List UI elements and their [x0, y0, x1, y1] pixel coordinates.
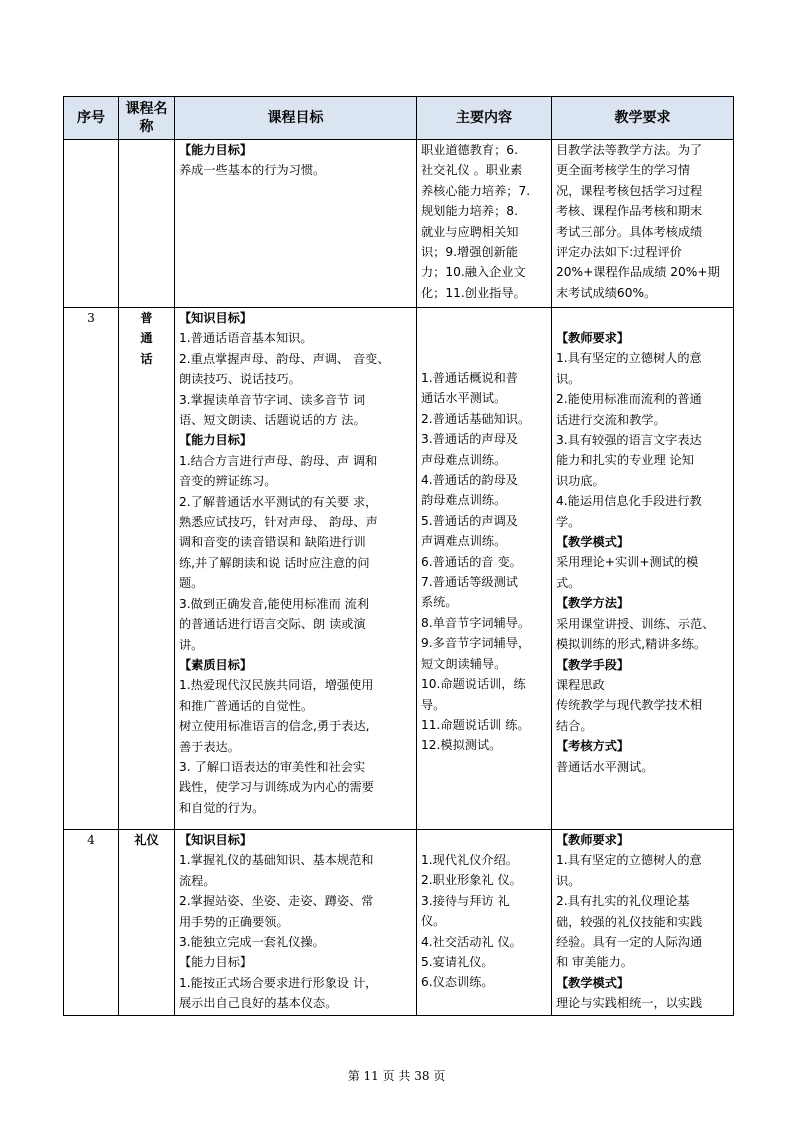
- text-line: 力；10.融入企业文: [421, 265, 526, 280]
- text-line: 识功底。: [556, 473, 605, 488]
- section-heading: 【能力目标】: [179, 433, 253, 448]
- goal-cell: [175, 830, 417, 1016]
- content-cell: [417, 308, 552, 830]
- header-main-content: 主要内容: [417, 97, 552, 140]
- text-line: 2.具有扎实的礼仪理论基: [556, 894, 690, 909]
- section-heading: 【教学方法】: [556, 596, 630, 611]
- table-row: [64, 830, 734, 1016]
- course-table: [63, 96, 734, 1016]
- text-line: 树立使用标准语言的信念,勇于表达,: [179, 719, 370, 734]
- text-line: 普通话水平测试。: [556, 759, 654, 774]
- section-heading: 【教师要求】: [556, 331, 630, 345]
- section-heading: 【教学模式】: [556, 535, 630, 550]
- goal-cell: [175, 140, 417, 308]
- text-line: 2.掌握站姿、坐姿、走姿、蹲姿、常: [179, 894, 374, 909]
- seq-cell: 3: [64, 308, 119, 830]
- text-line: 1.热爱现代汉民族共同语，增强使用: [179, 678, 374, 693]
- text-line: 20%+课程作品成绩 20%+期: [556, 265, 720, 280]
- text-line: 学。: [556, 514, 581, 529]
- section-heading: 【考核方式】: [556, 739, 630, 754]
- text-line: 2.普通话基础知识。: [421, 411, 531, 426]
- text-line: 养核心能力培养；7.: [421, 183, 531, 198]
- text-line: 和自觉的行为。: [179, 800, 265, 815]
- text-line: 和 审美能力。: [556, 955, 633, 970]
- content-cell: [417, 830, 552, 1016]
- header-course-name: 课程名称: [119, 97, 175, 140]
- table-row: [64, 140, 734, 308]
- text-line: 系统。: [421, 595, 458, 610]
- text-line: 2.重点掌握声母、韵母、声调、 音变、: [179, 351, 390, 366]
- text-line: 2.职业形象礼 仪。: [421, 873, 522, 888]
- text-line: 目教学法等教学方法。为了: [556, 143, 703, 157]
- text-line: 3.普通话的声母及: [421, 432, 518, 447]
- text-line: 韵母难点训练。: [421, 493, 507, 508]
- text-line: 10.命题说话训，练: [421, 677, 526, 692]
- text-line: 况，课程考核包括学习过程: [556, 183, 703, 198]
- text-line: 3.能独立完成一套礼仪操。: [179, 935, 325, 950]
- text-line: 3.掌握读单音节字词、读多音节 词: [179, 392, 366, 407]
- section-heading: 【知识目标】: [179, 311, 253, 325]
- text-line: 理论与实践相统一，以实践: [556, 996, 703, 1011]
- text-line: 【能力目标】: [179, 955, 253, 970]
- text-line: 通话水平测试。: [421, 391, 507, 406]
- text-line: 4.普通话的韵母及: [421, 473, 518, 488]
- text-line: 展示出自己良好的基本仪态。: [179, 996, 338, 1011]
- table-row: [64, 308, 734, 830]
- text-line: 3. 了解口语表达的审美性和社会实: [179, 759, 366, 774]
- text-line: 12.模拟测试。: [421, 738, 502, 753]
- text-line: 职业道德教育；6.: [421, 143, 518, 157]
- text-line: 5.普通话的声调及: [421, 513, 518, 528]
- text-line: 朗读技巧、说话技巧。: [179, 372, 301, 387]
- text-line: 1.具有坚定的立德树人的意: [556, 351, 702, 366]
- text-line: 讲。: [179, 637, 204, 652]
- goal-cell: [175, 308, 417, 830]
- text-line: 8.单音节字词辅导。: [421, 615, 531, 630]
- text-line: 采用理论+实训+测试的模: [556, 555, 699, 570]
- header-teaching-req: 教学要求: [552, 97, 734, 140]
- content-cell: [417, 140, 552, 308]
- blank-line: [421, 308, 547, 328]
- text-line: 的普通话进行语言交际、朗 读或演: [179, 617, 366, 632]
- text-line: 语、短文朗读、话题说话的方 法。: [179, 413, 366, 428]
- header-row: [64, 97, 734, 140]
- text-line: 话进行交流和教学。: [556, 412, 666, 427]
- text-line: 7.普通话等级测试: [421, 575, 518, 590]
- text-line: 流程。: [179, 873, 216, 888]
- text-line: 评定办法如下:过程评价: [556, 245, 682, 260]
- section-heading: 【教学手段】: [556, 657, 630, 672]
- seq-cell: 4: [64, 830, 119, 1016]
- page-footer: 第 11 页 共 38 页: [347, 1069, 446, 1083]
- text-line: 式。: [556, 575, 581, 590]
- text-line: 题。: [179, 576, 204, 591]
- text-line: 声母难点训练。: [421, 452, 507, 467]
- text-line: 用手势的正确要领。: [179, 914, 289, 929]
- seq-cell: [64, 140, 119, 308]
- text-line: 就业与应聘相关知: [421, 224, 519, 239]
- text-line: 1.结合方言进行声母、韵母、声 调和: [179, 453, 378, 468]
- text-line: 1.掌握礼仪的基础知识、基本规范和: [179, 853, 374, 868]
- text-line: 3.具有较强的语言文字表达: [556, 433, 702, 448]
- text-line: 2.能使用标准而流利的普通: [556, 392, 702, 407]
- requirement-cell: [552, 140, 734, 308]
- text-line: 5.宴请礼仪。: [421, 955, 494, 970]
- text-line: 3.做到正确发音,能使用标准而 流利: [179, 596, 370, 611]
- course-name-cell: 礼仪: [119, 830, 175, 1016]
- text-line: 传统教学与现代教学技术相: [556, 698, 703, 713]
- header-course-goal: 课程目标: [175, 97, 417, 140]
- text-line: 结合。: [556, 718, 593, 733]
- requirement-cell: [552, 830, 734, 1016]
- text-line: 识；9.增强创新能: [421, 245, 518, 260]
- blank-line: [421, 328, 547, 348]
- text-line: 善于表达。: [179, 739, 240, 754]
- section-heading: 【知识目标】: [179, 833, 253, 847]
- text-line: 1.能按正式场合要求进行形象设 计，: [179, 975, 378, 990]
- course-name-cell: [119, 308, 175, 830]
- blank-line: [556, 308, 729, 328]
- text-line: 经验。具有一定的人际沟通: [556, 935, 703, 950]
- text-line: 1.普通话语音基本知识。: [179, 331, 313, 346]
- text-line: 1.具有坚定的立德树人的意: [556, 853, 702, 868]
- text-line: 仪。: [421, 914, 446, 929]
- text-line: 课程思政: [556, 677, 605, 692]
- course-name-text: 普 通 话: [140, 311, 153, 366]
- course-name-cell: [119, 140, 175, 308]
- text-line: 化；11.创业指导。: [421, 285, 526, 300]
- text-line: 规划能力培养；8.: [421, 204, 518, 219]
- text-line: 社交礼仪 。职业素: [421, 163, 523, 178]
- text-line: 础，较强的礼仪技能和实践: [556, 914, 703, 929]
- text-line: 末考试成绩60%。: [556, 285, 657, 300]
- text-line: 践性，使学习与训练成为内心的需要: [179, 780, 374, 795]
- requirement-cell: [552, 308, 734, 830]
- text-line: 1.普通话概说和普: [421, 371, 518, 385]
- section-heading: 【教学模式】: [556, 975, 630, 990]
- text-line: 练,并了解朗读和说 话时应注意的问: [179, 555, 370, 570]
- section-heading: 【素质目标】: [179, 657, 253, 672]
- text-line: 更全面考核学生的学习情: [556, 163, 691, 178]
- section-heading: 【能力目标】: [179, 143, 253, 157]
- text-line: 4.社交活动礼 仪。: [421, 934, 522, 949]
- text-line: 熟悉应试技巧，针对声母、 韵母、声: [179, 515, 378, 530]
- text-line: 声调难点训练。: [421, 534, 507, 549]
- text-line: 调和音变的读音错误和 缺陷进行训: [179, 535, 366, 550]
- text-line: 能力和扎实的专业理 论知: [556, 453, 694, 468]
- text-line: 考核、课程作品考核和期末: [556, 204, 703, 219]
- text-line: 2.了解普通话水平测试的有关要 求，: [179, 494, 378, 509]
- text-line: 4.能运用信息化手段进行教: [556, 494, 702, 509]
- section-heading: 【教师要求】: [556, 833, 630, 847]
- text-line: 音变的辨证练习。: [179, 474, 277, 489]
- text-line: 和推广普通话的自觉性。: [179, 698, 314, 713]
- text-line: 采用课堂讲授、训练、示范、: [556, 616, 715, 631]
- blank-line: [421, 348, 547, 368]
- text-line: 识。: [556, 371, 581, 386]
- text-line: 识。: [556, 873, 581, 888]
- text-line: 3.接待与拜访 礼: [421, 893, 510, 908]
- text-line: 6.仪态训练。: [421, 975, 494, 990]
- text-line: 考试三部分。具体考核成绩: [556, 224, 703, 239]
- header-seq: 序号: [64, 97, 119, 140]
- text-line: 6.普通话的音 变。: [421, 554, 522, 569]
- text-line: 9.多音节字词辅导，: [421, 636, 531, 651]
- text-line: 1.现代礼仪介绍。: [421, 853, 518, 867]
- text-line: 短文朗读辅导。: [421, 656, 507, 671]
- text-line: 导。: [421, 697, 446, 712]
- text-line: 养成一些基本的行为习惯。: [179, 163, 326, 178]
- text-line: 11.命题说话训 练。: [421, 717, 530, 732]
- text-line: 模拟训练的形式,精讲多练。: [556, 637, 707, 652]
